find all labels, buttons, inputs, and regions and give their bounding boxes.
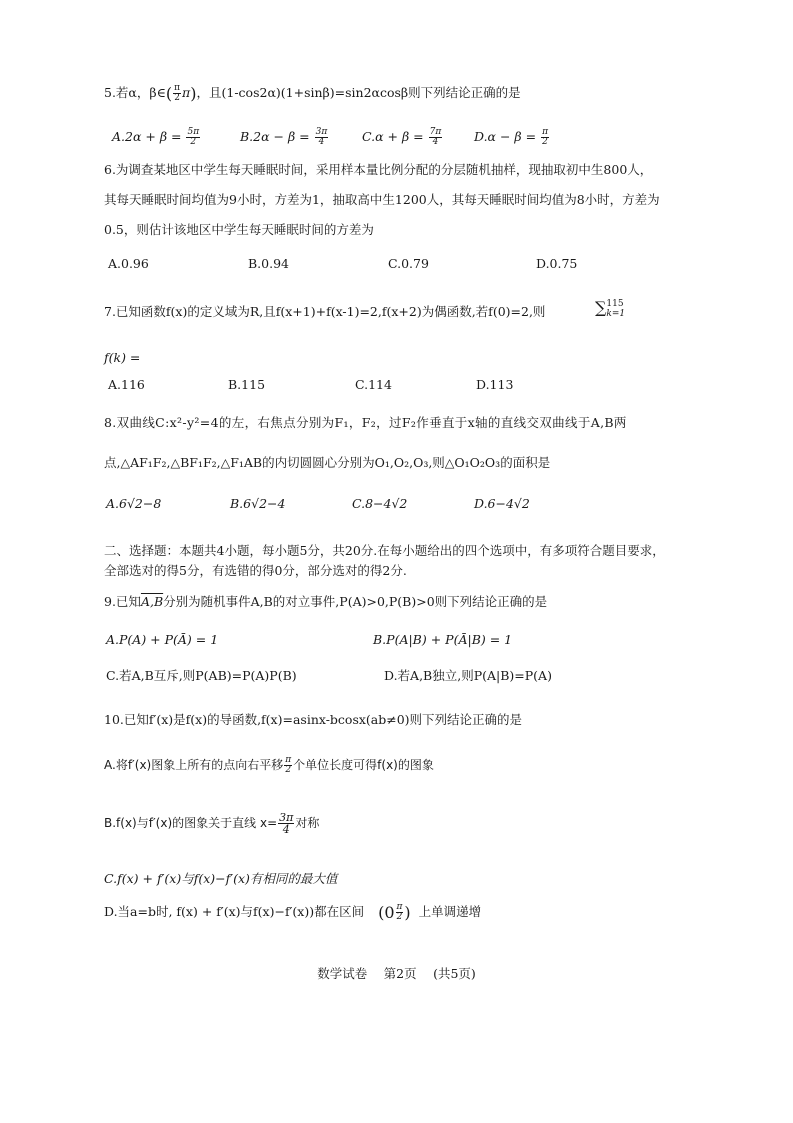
q5-option-a xyxy=(112,128,201,147)
q10-opt-a-frac xyxy=(284,756,292,775)
q6-line-2: 其每天睡眠时间均值为9小时，方差为1，抽取高中生1200人，其每天睡眠时间均值为8小时，方差为 xyxy=(104,192,660,207)
q7-sum-limits xyxy=(606,300,625,319)
q5-option-c xyxy=(362,128,443,147)
frac-den: 2 xyxy=(396,912,403,922)
page-footer: 数学试卷 第2页 (共5页) xyxy=(317,966,476,981)
q7-option-d: D.113 xyxy=(476,377,514,392)
q10-option-d xyxy=(104,903,481,922)
q9-stem xyxy=(104,594,547,609)
frac-num: 5π xyxy=(187,127,200,137)
q10-opt-b-text-end: 对称 xyxy=(295,816,320,830)
q5-pi-over-2 xyxy=(173,84,181,103)
paren-close: ) xyxy=(190,84,197,103)
q5-frac-num: π xyxy=(174,83,181,93)
frac-den: 2 xyxy=(285,765,292,775)
q6-line-1: 6.为调查某地区中学生每天睡眠时间，采用样本量比例分配的分层随机抽样，现抽取初中生800人， xyxy=(104,162,653,177)
q9-option-d: D.若A,B独立,则P(A|B)=P(A) xyxy=(384,668,552,683)
q8-option-c: C.8−4√2 xyxy=(352,496,408,511)
q6-option-b: B.0.94 xyxy=(248,256,289,271)
section-2-line-1: 二、选择题：本题共4小题，每小题5分，共20分.在每小题给出的四个选项中，有多项符合题目要求， xyxy=(104,543,665,558)
q10-option-a xyxy=(104,756,434,775)
q7-fk: f(k) = xyxy=(104,350,141,365)
q5-opt-b-text: B.2α − β = xyxy=(240,129,314,144)
q7-stem: 7.已知函数f(x)的定义域为R,且f(x+1)+f(x-1)=2,f(x+2)为偶函数,若f(0)=2,则 xyxy=(104,304,546,319)
section-2-line-2: 全部选对的得5分，有选错的得0分，部分选对的得2分. xyxy=(104,563,407,578)
frac-num: 3π xyxy=(279,811,294,824)
q5-opt-d-frac xyxy=(541,128,549,147)
frac-den: 2 xyxy=(542,137,548,147)
q10-stem: 10.已知f′(x)是f(x)的导函数,f(x)=asinx-bcosx(ab≠0)则下列结论正确的是 xyxy=(104,712,523,727)
q9-option-a: A.P(A) + P(Ā) = 1 xyxy=(106,632,219,647)
q6-option-d: D.0.75 xyxy=(536,256,578,271)
q6-option-a: A.0.96 xyxy=(108,256,149,271)
q10-opt-a-text: A.将f′(x)图象上所有的点向右平移 xyxy=(104,758,284,772)
q8-line-2: 点,△AF₁F₂,△BF₁F₂,△F₁AB的内切圆圆心分别为O₁,O₂,O₃,则△O₁O₂O₃的面积是 xyxy=(104,455,551,470)
q5-stem-rest: ，且(1-cos2α)(1+sinβ)=sin2αcosβ则下列结论正确的是 xyxy=(196,85,521,100)
q8-option-a: A.6√2−8 xyxy=(106,496,162,511)
frac-den: 4 xyxy=(282,823,290,836)
q6-option-c: C.0.79 xyxy=(388,256,429,271)
frac-num: 7π xyxy=(429,127,442,137)
q5-stem-part: 5.若α，β∈ xyxy=(104,85,166,100)
q5-opt-c-text: C.α + β = xyxy=(362,129,428,144)
q10-option-c: C.f(x) + f′(x)与f(x)−f′(x)有相同的最大值 xyxy=(104,871,338,886)
q5-frac-den: 2 xyxy=(174,93,180,103)
q9-complement-events: A,B xyxy=(140,594,164,609)
paren-open: ( xyxy=(165,84,173,103)
q5-option-d xyxy=(474,128,550,147)
q10-opt-d-text: D.当a=b时, f(x) + f′(x)与f(x)−f′(x))都在区间 xyxy=(104,904,365,919)
q10-opt-a-text-end: 个单位长度可得f(x)的图象 xyxy=(293,758,434,772)
q7-option-c: C.114 xyxy=(355,377,392,392)
frac-den: 2 xyxy=(190,137,197,147)
q9-stem-rest: 分别为随机事件A,B的对立事件,P(A)>0,P(B)>0则下列结论正确的是 xyxy=(163,594,548,609)
frac-num: 3π xyxy=(315,127,328,137)
frac-num: π xyxy=(396,902,403,912)
q7-summation xyxy=(595,298,625,319)
q5-interval-end: π xyxy=(182,85,191,100)
frac-num: π xyxy=(285,755,292,765)
q8-option-d: D.6−4√2 xyxy=(474,496,530,511)
q5-opt-c-frac xyxy=(429,128,443,147)
q8-line-1: 8.双曲线C:x²-y²=4的左，右焦点分别为F₁，F₂，过F₂作垂直于x轴的直线交双曲线于A,B两 xyxy=(104,415,627,430)
q10-opt-b-frac xyxy=(278,812,294,835)
q10-opt-d-text-end: 上单调递增 xyxy=(418,904,482,919)
q9-option-b: B.P(A|B) + P(Ā|B) = 1 xyxy=(373,632,513,647)
sigma-symbol: ∑ xyxy=(595,298,607,317)
frac-num: π xyxy=(542,127,548,137)
sum-upper: 115 xyxy=(606,299,624,310)
q10-opt-b-text: B.f(x)与f′(x)的图象关于直线 x= xyxy=(104,816,278,830)
q5-stem xyxy=(104,84,521,103)
frac-den: 4 xyxy=(432,137,439,147)
q5-opt-b-frac xyxy=(315,128,329,147)
q5-option-b xyxy=(240,128,329,147)
q5-opt-a-frac xyxy=(186,128,200,147)
q10-interval-right: ) xyxy=(404,903,411,922)
q10-opt-d-frac xyxy=(396,903,404,922)
q10-interval-left: (0 xyxy=(378,903,395,922)
q6-line-3: 0.5，则估计该地区中学生每天睡眠时间的方差为 xyxy=(104,222,374,237)
q9-stem-part: 9.已知 xyxy=(104,594,141,609)
sum-lower: k=1 xyxy=(606,308,626,319)
q9-option-c: C.若A,B互斥,则P(AB)=P(A)P(B) xyxy=(106,668,297,683)
q7-option-a: A.116 xyxy=(108,377,145,392)
q5-opt-a-text: A.2α + β = xyxy=(112,129,186,144)
q10-option-b xyxy=(104,812,319,835)
q8-option-b: B.6√2−4 xyxy=(230,496,286,511)
frac-den: 4 xyxy=(318,137,325,147)
q7-option-b: B.115 xyxy=(228,377,266,392)
q5-opt-d-text: D.α − β = xyxy=(474,129,541,144)
